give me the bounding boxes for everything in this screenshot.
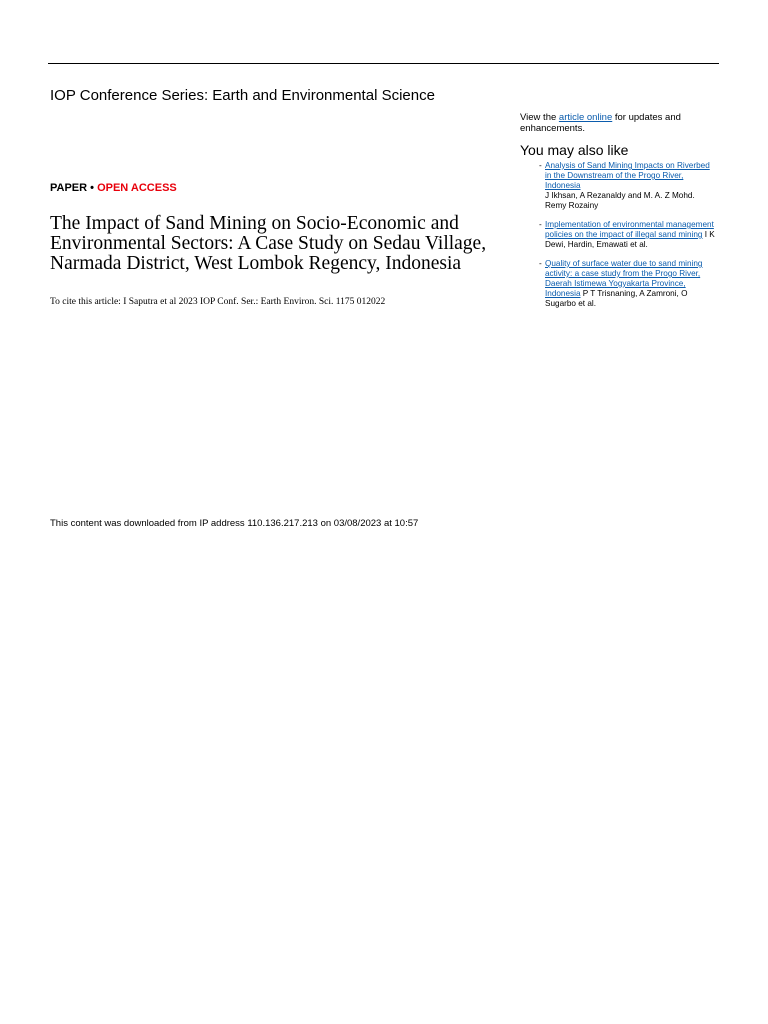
related-article-link[interactable]: Analysis of Sand Mining Impacts on Riverbed in the Downstream of the Progo River, Indonesia [545,161,710,190]
view-suffix: for updates and enhancements. [520,112,681,134]
related-article: - Implementation of environmental management policies on the impact of illegal sand mining I K Dewi, Hardin, Emawati et al. [539,220,715,249]
related-article-link[interactable]: Implementation of environmental management policies on the impact of illegal sand mining [545,220,714,239]
citation: To cite this article: I Saputra et al 2023 IOP Conf. Ser.: Earth Environ. Sci. 1175 012022 [50,297,386,307]
you-may-also-like-heading: You may also like [520,142,629,158]
journal-title: IOP Conference Series: Earth and Environmental Science [50,87,435,104]
related-article: - Analysis of Sand Mining Impacts on Riverbed in the Downstream of the Progo River, Indonesia J Ikhsan, A Rezanaldy and M. A. Z Mohd. Remy Rozainy [539,161,710,210]
article-title: The Impact of Sand Mining on Socio-Economic and Environmental Sectors: A Case Study on Sedau Village, Narmada District, West Lombok Regency, Indonesia [50,213,487,274]
related-article-authors: I K Dewi, Hardin, Emawati et al. [545,230,715,249]
separator-dot: • [90,182,95,194]
sidebar [520,112,720,309]
paper-label: PAPER [50,182,88,194]
related-article-authors: J Ikhsan, A Rezanaldy and M. A. Z Mohd. Remy Rozainy [545,191,695,210]
view-prefix: View the [520,112,559,123]
download-note: This content was downloaded from IP address 110.136.217.213 on 03/08/2023 at 10:57 [50,518,419,529]
paper-type-line [50,182,177,194]
related-article-authors: P T Trisnaning, A Zamroni, O Sugarbo et al. [545,289,688,308]
header-rule [48,63,719,64]
related-article: - Quality of surface water due to sand mining activity: a case study from the Progo River, Daerah Istimewa Yogyakarta Province, Indonesia P T Trisnaning, A Zamroni, O Sugarbo et al. [539,259,703,308]
article-online-link[interactable]: article online [558,112,613,123]
open-access-label: OPEN ACCESS [97,182,177,194]
view-online-note [520,112,720,134]
related-article-link[interactable]: Quality of surface water due to sand mining activity: a case study from the Progo River, Daerah Istimewa Yogyakarta Province, Indonesia [545,259,703,298]
